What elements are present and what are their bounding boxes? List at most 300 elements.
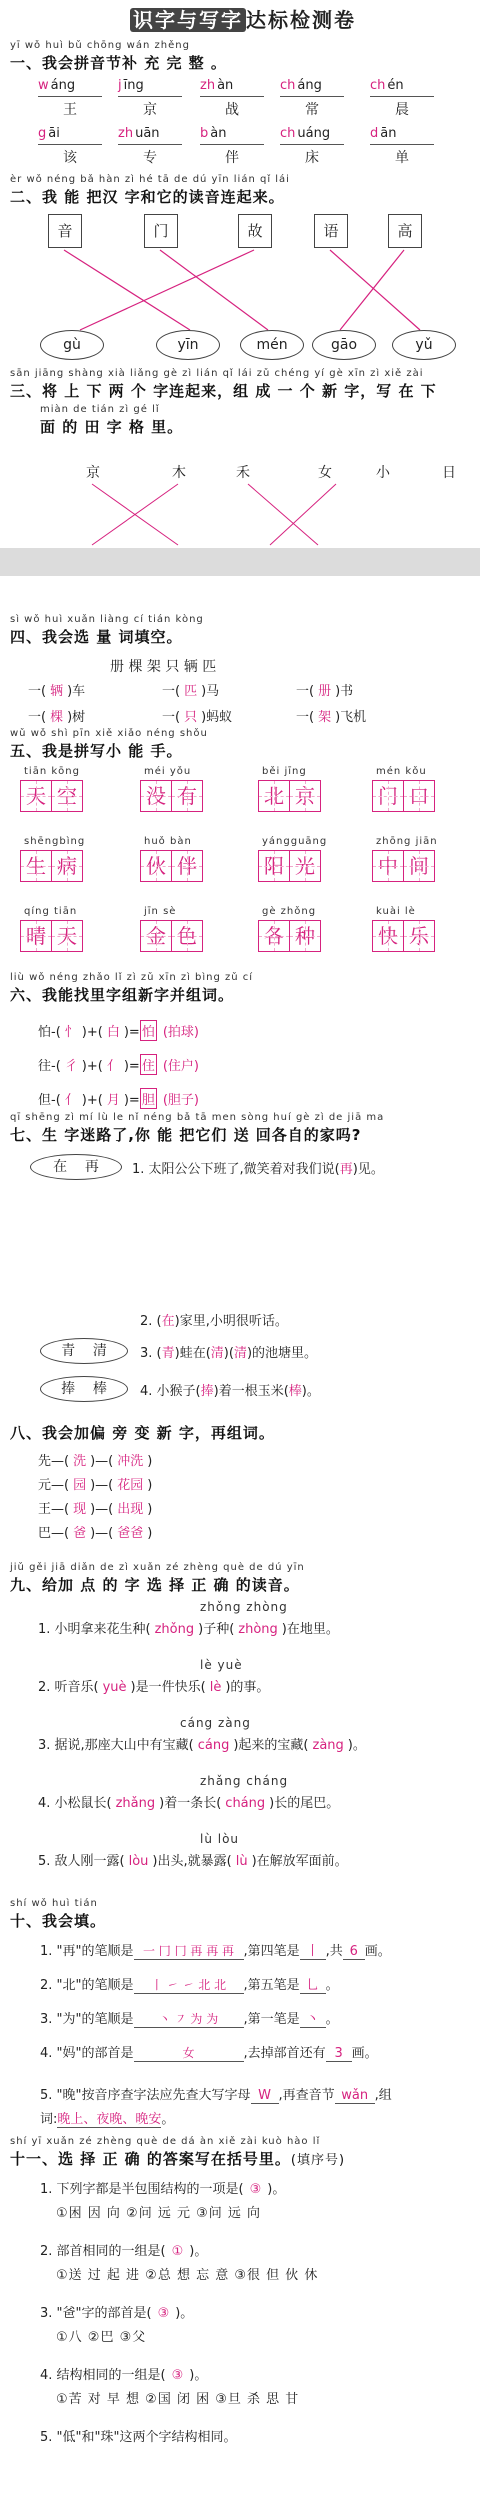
s5-char: 天 (51, 920, 83, 952)
s2-pinyin-cloud: gāo (312, 330, 376, 360)
s11-question (40, 2426, 236, 2445)
s2-char-box: 门 (144, 214, 178, 248)
s1-item (370, 126, 440, 167)
s9-t: )在解放军面前。 (251, 1854, 348, 1869)
s5-grid (140, 780, 202, 812)
s11-options: ①苦 对 早 想 ②国 闭 困 ③旦 杀 思 甘 (56, 2392, 300, 2407)
s5-grid (140, 850, 202, 882)
s9-ans: zhǎng (115, 1796, 156, 1811)
s1-blank (118, 126, 182, 145)
s11-t: 3. "爸"字的部首是( (40, 2306, 152, 2321)
s8-ans: 洗 (73, 1454, 87, 1469)
s4-post: )蚂蚁 (201, 710, 233, 725)
s6-new-char: 胆 (140, 1088, 157, 1109)
s9-item (38, 1676, 269, 1695)
s1-heading: 一、我会拼音节补 充 完 整 。 (10, 54, 227, 72)
s5-grid (140, 920, 202, 952)
s5-char: 种 (289, 920, 321, 952)
s6-t: )= (123, 1025, 140, 1040)
title-highlight: 识字与写字 (130, 8, 246, 32)
s5-grid (372, 920, 434, 952)
s5-char: 口 (403, 780, 435, 812)
s8-row (38, 1522, 152, 1541)
s11-ans: ③ (249, 2182, 262, 2197)
s1-blank (38, 78, 102, 97)
s11-question (40, 2364, 207, 2383)
s9-t: )在地里。 (281, 1622, 339, 1637)
s6-t: )+( (81, 1025, 103, 1040)
s5-pinyin: qíng tiān (24, 906, 78, 917)
s1-blank (370, 78, 434, 97)
s3-top-char: 木 (172, 465, 186, 481)
s10-ans: 丨 ㇀ ㇀ 北 北 (134, 1976, 244, 1994)
title-rest: 达标检测卷 (246, 8, 356, 32)
s9-item (38, 1850, 348, 1869)
s8-t: )—( (90, 1502, 114, 1517)
s1-char: 常 (305, 102, 319, 118)
s9-ans: cháng (225, 1796, 266, 1811)
s5-char: 没 (140, 780, 172, 812)
s10-item (40, 1940, 391, 1960)
s11-ans: ③ (171, 2368, 184, 2383)
s1-rhyme: áng (50, 78, 76, 93)
s10-item (40, 2008, 339, 2028)
s10-heading: 十、我会填。 (10, 1912, 107, 1930)
s1-char: 单 (395, 150, 409, 166)
s1-rhyme: áng (297, 78, 322, 93)
s10-t: 画。 (364, 1944, 391, 1959)
s4-heading: 四、我会选 量 词填空。 (10, 628, 183, 646)
s10-t: 2. "北"的笔顺是 (40, 1978, 134, 1993)
s9-item (38, 1618, 339, 1637)
s1-blank (280, 78, 344, 97)
s6-heading: 六、我能找里字组新字并组词。 (10, 986, 235, 1004)
s5-char: 天 (20, 780, 52, 812)
s8-ans: 冲洗 (117, 1454, 144, 1469)
s1-pinyin: yī wǒ huì bǔ chōng wán zhěng (10, 40, 190, 51)
s11-heading: 十一、选 择 正 确 的答案写在括号里。(填序号) (10, 2150, 346, 2168)
s9-ans: cáng (197, 1738, 230, 1753)
s7-item-3: 3. (青)蛙在(清)(清)的池塘里。 (140, 1346, 318, 1361)
s5-pinyin: gè zhǒng (262, 906, 317, 917)
s1-rhyme: ān (380, 126, 397, 141)
s4-pre: 一( (28, 710, 47, 725)
s5-pinyin: yángguāng (262, 836, 328, 847)
s9-options: lè yuè (200, 1658, 243, 1672)
s6-new-char: 怕 (140, 1020, 157, 1041)
s8-t: 巴—( (38, 1526, 70, 1541)
s10-pinyin: shí wǒ huì tián (10, 1898, 98, 1909)
s4-answer: 匹 (184, 684, 198, 699)
s1-char: 战 (225, 102, 239, 118)
s9-heading: 九、给加 点 的 字 选 择 正 确 的读音。 (10, 1576, 300, 1594)
s1-blank (280, 126, 344, 145)
s4-pre: 一( (28, 684, 47, 699)
s8-ans: 园 (73, 1478, 87, 1493)
s2-pinyin-cloud: gù (40, 330, 104, 360)
s4-post: )马 (201, 684, 220, 699)
s11-options: ①困 因 向 ②问 远 元 ③问 远 向 (56, 2206, 262, 2221)
s6-word: (拍球) (162, 1025, 199, 1040)
s6-t: 但-( (38, 1093, 61, 1108)
s5-char: 乐 (403, 920, 435, 952)
s10-ans: 乚 (300, 1974, 326, 1994)
s5-char: 京 (289, 780, 321, 812)
s1-char: 晨 (395, 102, 409, 118)
s10-t: 1. "再"的笔顺是 (40, 1944, 134, 1959)
s9-pinyin: jiǔ gěi jiā diǎn de zì xuǎn zé zhèng què de dú yīn (10, 1562, 305, 1573)
s9-options: zhǎng cháng (200, 1774, 289, 1788)
s3-top-char: 日 (442, 465, 456, 481)
s9-ans: lè (209, 1680, 222, 1695)
s9-t: 4. 小松鼠长( (38, 1796, 112, 1811)
s1-char: 王 (63, 102, 77, 118)
s2-pinyin-cloud: yīn (156, 330, 220, 360)
s5-grid (372, 780, 434, 812)
s10-ans: 一 冂 冂 再 再 再 (134, 1942, 244, 1960)
s9-t: )着一条长( (159, 1796, 222, 1811)
s11-t: )。 (189, 2244, 208, 2259)
s1-char: 床 (305, 150, 319, 166)
s4-pinyin: sì wǒ huì xuǎn liàng cí tián kòng (10, 614, 204, 625)
s11-t: 1. 下列字都是半包围结构的一项是( (40, 2182, 244, 2197)
s10-t: 。 (325, 2012, 339, 2027)
s5-grid (258, 780, 320, 812)
s5-pinyin: kuài lè (376, 906, 416, 917)
s4-post: )车 (67, 684, 86, 699)
s1-letter: ch (370, 78, 386, 93)
s1-item (200, 78, 270, 119)
s5-grid (20, 780, 82, 812)
s9-ans: zhòng (238, 1622, 278, 1637)
s5-char: 门 (372, 780, 404, 812)
s5-grid (258, 850, 320, 882)
s9-t: )。 (347, 1738, 366, 1753)
line-yin (64, 250, 190, 330)
s7-pair1-a: 在 (53, 1159, 68, 1175)
s3-pinyin-2: miàn de tián zì gé lǐ (40, 404, 160, 415)
s5-pinyin: zhōng jiān (376, 836, 438, 847)
s10-ans: 丶 (300, 2008, 326, 2028)
s4-item (28, 680, 85, 699)
s2-pinyin: èr wǒ néng bǎ hàn zì hé tā de dú yīn lián qǐ lái (10, 174, 290, 185)
line-gu (80, 250, 254, 330)
s1-blank (200, 126, 264, 145)
s8-t: )—( (90, 1478, 114, 1493)
s1-letter: b (200, 126, 209, 141)
s10-t: ,第一笔是 (243, 2012, 300, 2027)
s9-ans: lù (235, 1854, 248, 1869)
s4-answer: 册 (318, 684, 332, 699)
s5-pinyin: méi yǒu (144, 766, 192, 777)
s11-options: ①送 过 起 进 ②总 想 忘 意 ③很 但 伙 休 (56, 2268, 319, 2283)
s1-char: 该 (63, 150, 77, 166)
s5-grid (258, 920, 320, 952)
s6-word: (住户) (162, 1059, 199, 1074)
s9-item (38, 1792, 339, 1811)
s8-row (38, 1450, 152, 1469)
s5-char: 各 (258, 920, 290, 952)
s4-post: )飞机 (335, 710, 367, 725)
s10-ans: 丶 ㇇ 为 为 (134, 2010, 244, 2028)
s1-item (370, 78, 440, 119)
s7-pair-3: 捧 棒 (40, 1376, 128, 1402)
s1-blank (370, 126, 434, 145)
s11-t: 5. "低"和"珠"这两个字结构相同。 (40, 2430, 237, 2445)
s8-t: ) (147, 1454, 153, 1469)
s4-item (296, 706, 366, 725)
s5-pinyin: huǒ bàn (144, 836, 192, 847)
s9-ans: zhǒng (154, 1622, 195, 1637)
s5-char: 晴 (20, 920, 52, 952)
s1-item (200, 126, 270, 167)
s10-item (40, 1974, 339, 1994)
s6-ans: 彳 (64, 1059, 78, 1074)
s3-top-char: 小 (376, 465, 390, 481)
line-men (160, 250, 268, 330)
s1-letter: j (118, 78, 122, 93)
s10-t: 。 (325, 1978, 339, 1993)
s5-char: 阳 (258, 850, 290, 882)
s8-t: ) (147, 1478, 153, 1493)
s10-t: ,第五笔是 (243, 1978, 300, 1993)
s9-t: )长的尾巴。 (269, 1796, 340, 1811)
line-gao (340, 250, 404, 330)
s6-t: )+( (81, 1059, 103, 1074)
s10-t: ,第四笔是 (243, 1944, 300, 1959)
s8-ans: 现 (73, 1502, 87, 1517)
s9-t: 3. 据说,那座大山中有宝藏( (38, 1738, 194, 1753)
worksheet-page-1 (0, 0, 480, 548)
s1-rhyme: īng (123, 78, 144, 93)
s7-pair1-b: 再 (84, 1159, 99, 1175)
s4-pre: 一( (162, 710, 181, 725)
s8-t: 先—( (38, 1454, 70, 1469)
s9-item (38, 1734, 366, 1753)
s5-char: 有 (171, 780, 203, 812)
s10-t: 画。 (351, 2046, 378, 2061)
s4-answer: 辆 (50, 684, 64, 699)
s7-pair-2: 青 清 (40, 1338, 128, 1364)
s8-ans: 花园 (117, 1478, 144, 1493)
s1-item (280, 78, 350, 119)
s1-blank (38, 126, 102, 145)
s5-char: 光 (289, 850, 321, 882)
s1-rhyme: uáng (297, 126, 331, 141)
s1-blank (200, 78, 264, 97)
s8-row (38, 1474, 152, 1493)
s7-item-1: 1. 太阳公公下班了,微笑着对我们说(再)见。 (132, 1162, 384, 1177)
s5-char: 中 (372, 850, 404, 882)
s9-t: )的事。 (225, 1680, 270, 1695)
s3-top-char: 女 (318, 465, 332, 481)
s1-item (280, 126, 350, 167)
s4-item (296, 680, 353, 699)
s1-letter: ch (280, 78, 296, 93)
s5-char: 金 (140, 920, 172, 952)
page-divider (0, 548, 480, 576)
s10-ans: 3 (326, 2046, 352, 2062)
s4-item (28, 706, 85, 725)
s2-char-box: 故 (238, 214, 272, 248)
s3-top-char: 禾 (236, 465, 250, 481)
s11-t: )。 (189, 2368, 208, 2383)
s9-options: zhǒng zhòng (200, 1600, 288, 1614)
s5-char: 伙 (140, 850, 172, 882)
s8-ans: 爸 (73, 1526, 87, 1541)
s6-t: )= (123, 1059, 140, 1074)
s5-grid (20, 920, 82, 952)
s6-t: 怕-( (38, 1025, 61, 1040)
s7-item-2: 2. (在)家里,小明很听话。 (140, 1314, 288, 1329)
s6-ans: 亻 (64, 1093, 78, 1108)
s2-char-box: 音 (48, 214, 82, 248)
s2-pinyin-cloud: yǔ (392, 330, 456, 360)
s8-t: 王—( (38, 1502, 70, 1517)
s1-rhyme: àn (217, 78, 234, 93)
s8-t: 元—( (38, 1478, 70, 1493)
s3-heading-2: 面 的 田 字 格 里。 (40, 418, 184, 436)
s5-char: 空 (51, 780, 83, 812)
s11-t: 2. 部首相同的一组是( (40, 2244, 166, 2259)
s7-heading: 七、生 字迷路了,你 能 把它们 送 回各自的家吗? (10, 1126, 362, 1144)
s1-letter: w (38, 78, 49, 93)
s3-line-3 (248, 484, 318, 545)
s11-question (40, 2302, 193, 2321)
s10-ans: 6 (343, 1944, 365, 1960)
s4-answer: 只 (184, 710, 198, 725)
s5-grid (20, 850, 82, 882)
s5-char: 北 (258, 780, 290, 812)
s5-grid (372, 850, 434, 882)
s4-word-bank: 册 棵 架 只 辆 匹 (110, 659, 217, 675)
s11-t: 4. 结构相同的一组是( (40, 2368, 166, 2383)
s10-ans: 丨 (300, 1940, 326, 1960)
s8-t: )—( (90, 1454, 114, 1469)
s5-char: 间 (403, 850, 435, 882)
s4-item (162, 680, 219, 699)
worksheet-page-2 (0, 576, 480, 2502)
s7-answer-2: 在 (161, 1314, 175, 1329)
s5-pinyin: běi jīng (262, 766, 307, 777)
s10-ans: 女 (134, 2044, 244, 2062)
s8-t: )—( (90, 1526, 114, 1541)
s11-options: ①八 ②巴 ③父 (56, 2330, 147, 2345)
s4-answer: 棵 (50, 710, 64, 725)
s1-rhyme: én (387, 78, 404, 93)
s1-char: 京 (143, 102, 157, 118)
s8-ans: 出现 (117, 1502, 144, 1517)
s1-item (38, 126, 108, 167)
s5-char: 病 (51, 850, 83, 882)
s10-t: 4. "妈"的部首是 (40, 2046, 134, 2061)
s8-heading: 八、我会加偏 旁 变 新 字，再组词。 (10, 1424, 275, 1442)
s5-pinyin: tiān kōng (24, 766, 80, 777)
s10-t: 3. "为"的笔顺是 (40, 2012, 134, 2027)
s8-t: ) (147, 1526, 153, 1541)
s6-new-char: 住 (140, 1054, 157, 1075)
s4-answer: 架 (318, 710, 332, 725)
s9-options: cáng zàng (180, 1716, 251, 1730)
s6-t: )= (123, 1093, 140, 1108)
s1-item (38, 78, 108, 119)
s1-blank (118, 78, 182, 97)
s6-row (38, 1054, 199, 1075)
s9-options: lù lòu (200, 1832, 240, 1846)
s5-char: 快 (372, 920, 404, 952)
s1-rhyme: āi (48, 126, 60, 141)
s9-ans: zàng (312, 1738, 344, 1753)
s4-post: )书 (335, 684, 354, 699)
s1-char: 专 (143, 150, 157, 166)
s4-pre: 一( (296, 684, 315, 699)
s4-item (162, 706, 232, 725)
s9-t: )出头,就暴露( (152, 1854, 232, 1869)
s3-pinyin: sān jiāng shàng xià liǎng gè zì lián qǐ lái zǔ chéng yí gè xīn zì xiě zài (10, 368, 424, 379)
s5-pinyin: shēngbìng (24, 836, 86, 847)
s10-item-5-line-2: 词:晚上、夜晚、晚安。 (40, 2108, 174, 2128)
s1-letter: ch (280, 126, 296, 141)
s11-ans: ③ (157, 2306, 170, 2321)
s6-word: (胆子) (162, 1093, 199, 1108)
s1-item (118, 78, 188, 119)
s3-line-4 (270, 484, 336, 545)
s1-letter: zh (200, 78, 216, 93)
s3-top-char: 京 (86, 465, 100, 481)
s5-char: 色 (171, 920, 203, 952)
s9-t: )起来的宝藏( (233, 1738, 309, 1753)
s5-pinyin: wǔ wǒ shì pīn xiě xiǎo néng shǒu (10, 728, 208, 739)
s9-t: )子种( (198, 1622, 235, 1637)
s9-t: )是一件快乐( (130, 1680, 206, 1695)
s6-pinyin: liù wǒ néng zhǎo lǐ zì zǔ xīn zì bìng zǔ cí (10, 972, 254, 983)
s1-rhyme: àn (210, 126, 227, 141)
s9-t: 1. 小明拿来花生种( (38, 1622, 151, 1637)
s7-pair-1 (30, 1154, 122, 1180)
s5-char: 生 (20, 850, 52, 882)
s8-ans: 爸爸 (117, 1526, 144, 1541)
s5-pinyin: jīn sè (144, 906, 177, 917)
s6-row (38, 1020, 199, 1041)
s1-item (118, 126, 188, 167)
s10-item (40, 2042, 378, 2062)
s7-answer-1: 再 (339, 1162, 353, 1177)
s11-question (40, 2240, 207, 2259)
s2-char-box: 高 (388, 214, 422, 248)
s9-ans: lòu (128, 1854, 149, 1869)
s9-t: 2. 听音乐( (38, 1680, 99, 1695)
line-yu (330, 250, 420, 330)
s11-ans: ① (171, 2244, 184, 2259)
s9-t: 5. 敌人刚一露( (38, 1854, 125, 1869)
s11-pinyin: shí yī xuǎn zé zhèng què de dá àn xiě zài kuò hào lǐ (10, 2136, 321, 2147)
s6-row (38, 1088, 199, 1109)
s11-t: )。 (267, 2182, 286, 2197)
s5-heading: 五、我是拼写小 能 手。 (10, 742, 183, 760)
s11-question (40, 2178, 285, 2197)
s6-ans: 白 (106, 1025, 120, 1040)
s5-pinyin: mén kǒu (376, 766, 427, 777)
s10-t: ,共 (325, 1944, 343, 1959)
s3-heading: 三、将 上 下 两 个 字连起来，组 成 一 个 新 字，写 在 下 (10, 382, 437, 400)
s1-letter: d (370, 126, 379, 141)
s1-letter: g (38, 126, 47, 141)
s5-char: 伴 (171, 850, 203, 882)
s10-item-5: 5. "晚"按音序查字法应先查大写字母 W ,再查音节 wǎn ,组 (40, 2088, 392, 2103)
s7-pinyin: qī shēng zì mí lù le nǐ néng bǎ tā men sòng huí gè zì de jiā ma (10, 1112, 385, 1123)
s6-ans: 亻 (106, 1059, 120, 1074)
s6-t: 往-( (38, 1059, 61, 1074)
